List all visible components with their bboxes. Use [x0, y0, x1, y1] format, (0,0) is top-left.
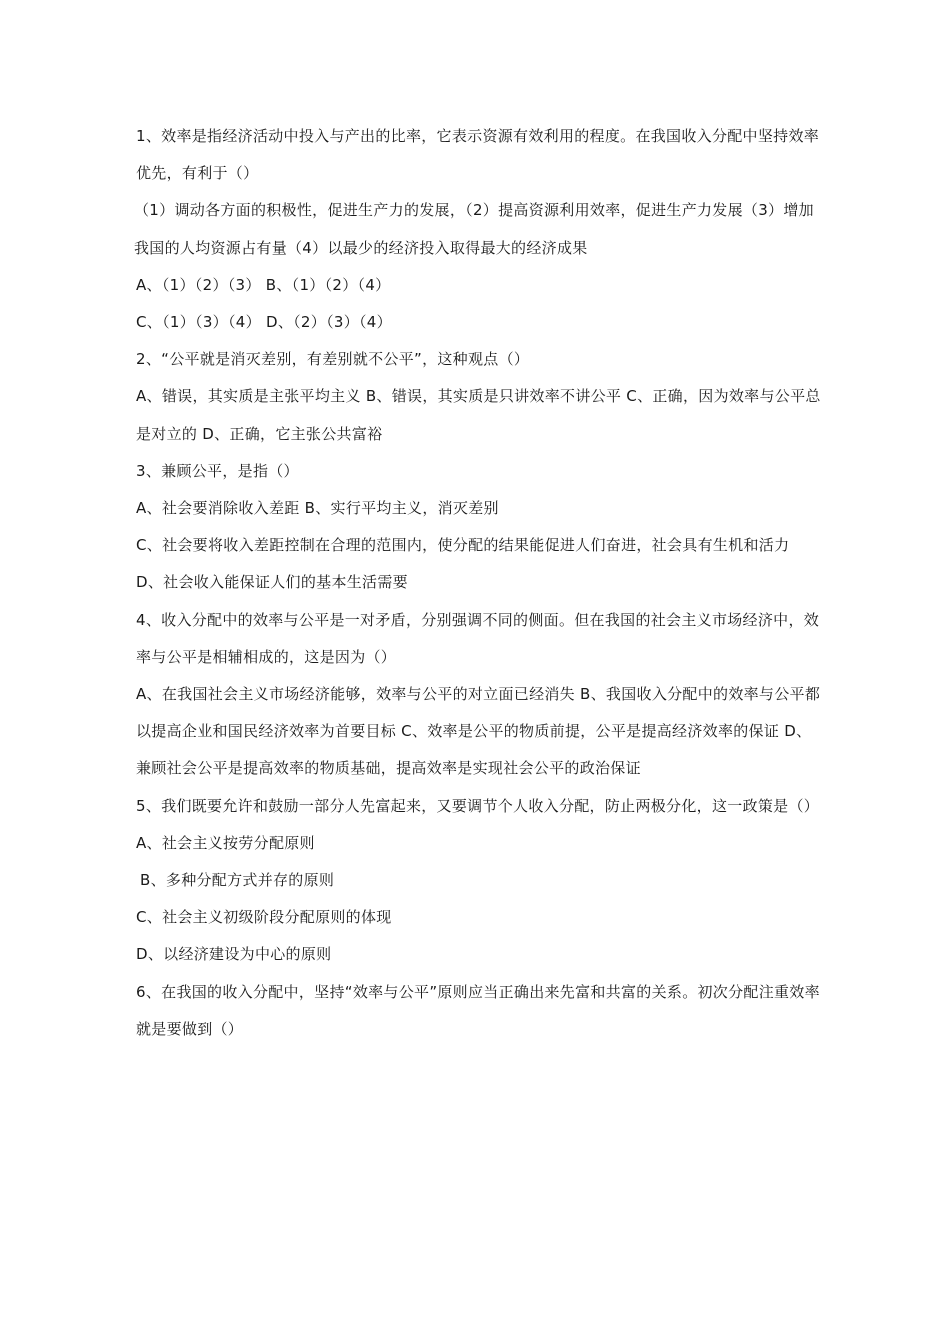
- question-6-stem: 6、在我国的收入分配中，坚持“效率与公平”原则应当正确出来先富和共富的关系。初次分配注重效率就是要做到（）: [136, 982, 820, 1038]
- question-3-options-ab: A、社会要消除收入差距 B、实行平均主义，消灭差别: [136, 499, 499, 518]
- question-3-option-c: C、社会要将收入差距控制在合理的范围内，使分配的结果能促进人们奋进，社会具有生机和活力: [136, 536, 790, 555]
- question-3-stem: 3、兼顾公平，是指（）: [136, 461, 299, 480]
- question-5-option-a: A、社会主义按劳分配原则: [136, 833, 315, 852]
- document-body: [136, 118, 826, 1048]
- question-1-stem: 1、效率是指经济活动中投入与产出的比率，它表示资源有效利用的程度。在我国收入分配中坚持效率优先，有利于（）: [136, 127, 820, 183]
- question-2-stem: 2、“公平就是消灭差别，有差别就不公平”，这种观点（）: [136, 350, 530, 369]
- question-1-options-ab: A、（1）（2）（3） B、（1）（2）（4）: [136, 275, 391, 294]
- question-2-options: A、错误，其实质是主张平均主义 B、错误，其实质是只讲效率不讲公平 C、正确，因为效率与公平总是对立的 D、正确，它主张公共富裕: [136, 387, 821, 443]
- question-4-stem: 4、收入分配中的效率与公平是一对矛盾，分别强调不同的侧面。但在我国的社会主义市场经济中，效率与公平是相辅相成的，这是因为（）: [136, 610, 820, 666]
- question-1-options-cd: C、（1）（3）（4） D、（2）（3）（4）: [136, 313, 392, 332]
- question-5-option-d: D、以经济建设为中心的原则: [136, 945, 332, 964]
- question-5-option-c: C、社会主义初级阶段分配原则的体现: [136, 908, 392, 927]
- question-3-option-d: D、社会收入能保证人们的基本生活需要: [136, 573, 408, 592]
- question-4-options: A、在我国社会主义市场经济能够，效率与公平的对立面已经消失 B、我国收入分配中的效率与公平都以提高企业和国民经济效率为首要目标 C、效率是公平的物质前提，公平是提高经济效率的保证 D、兼顾社会公平是提高效率的物质基础，提高效率是实现社会公平的政治保证: [136, 685, 821, 778]
- question-1-statements: （1）调动各方面的积极性，促进生产力的发展，（2）提高资源利用效率，促进生产力发展（3）增加我国的人均资源占有量（4）以最少的经济投入取得最大的经济成果: [134, 201, 814, 257]
- question-5-option-b: B、多种分配方式并存的原则: [140, 871, 335, 890]
- question-5-stem: 5、我们既要允许和鼓励一部分人先富起来，又要调节个人收入分配，防止两极分化，这一政策是（）: [136, 796, 820, 815]
